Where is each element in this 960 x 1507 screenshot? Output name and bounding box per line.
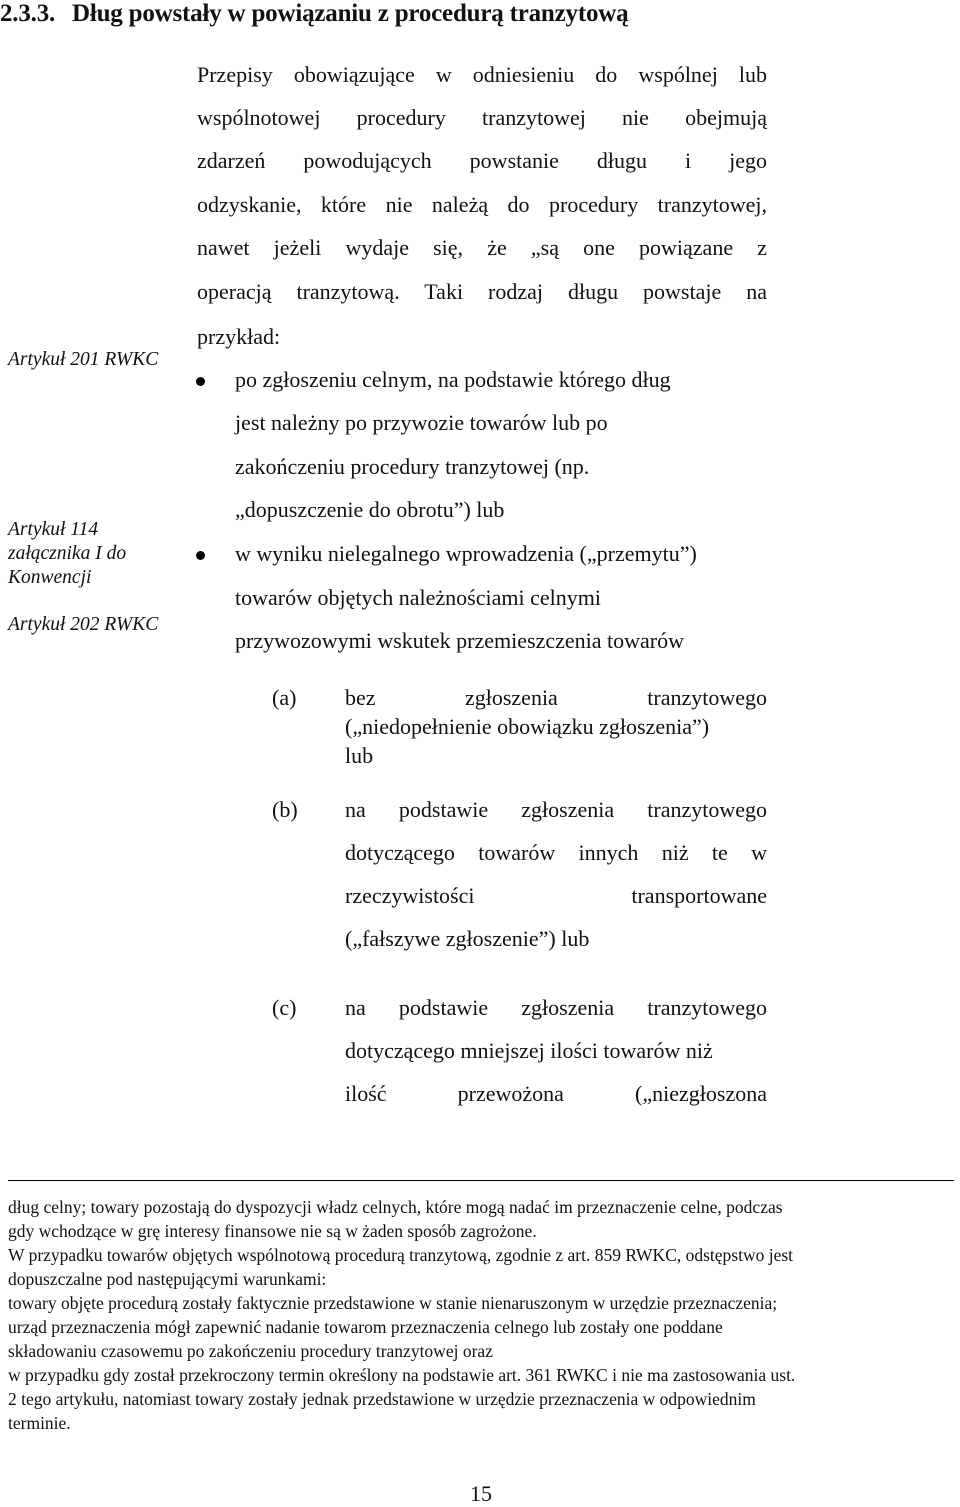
bullet-line: w wyniku nielegalnego wprowadzenia („przemytu”) bbox=[235, 541, 697, 566]
intro-line: nawet jeżeli wydaje się, że „są one powiązane z bbox=[197, 235, 767, 260]
sub-item-letter: (b) bbox=[272, 797, 298, 822]
bullet-icon bbox=[196, 551, 205, 560]
margin-note-line: Artykuł 202 RWKC bbox=[8, 614, 159, 635]
margin-note-line: Artykuł 114 bbox=[8, 519, 99, 540]
footnote-line: gdy wchodzące w grę interesy finansowe nie są w żaden sposób zagrożone. bbox=[8, 1221, 537, 1241]
footnote-line: w przypadku gdy został przekroczony termin określony na podstawie art. 361 RWKC i nie ma zastosowania ust. bbox=[8, 1365, 796, 1385]
sub-item-line: dotyczącego mniejszej ilości towarów niż bbox=[345, 1038, 713, 1063]
footnote-separator bbox=[8, 1180, 954, 1181]
page-number: 15 bbox=[470, 1481, 492, 1506]
footnote-line: dopuszczalne pod następującymi warunkami: bbox=[8, 1269, 327, 1289]
sub-item-line: lub bbox=[345, 743, 374, 768]
sub-item-line: („fałszywe zgłoszenie”) lub bbox=[345, 926, 590, 951]
bullet-line: zakończeniu procedury tranzytowej (np. bbox=[235, 454, 590, 479]
sub-item-line: rzeczywistości transportowane bbox=[345, 883, 767, 908]
margin-note-art-201 bbox=[8, 348, 158, 372]
sub-item-line: dotyczącego towarów innych niż te w bbox=[345, 840, 767, 865]
bullet-line: „dopuszczenie do obrotu”) lub bbox=[235, 497, 505, 522]
sub-item-line: („niedopełnienie obowiązku zgłoszenia”) bbox=[345, 714, 710, 739]
bullet-line: towarów objętych należnościami celnymi bbox=[235, 585, 601, 610]
footnote-line: towary objęte procedurą zostały faktycznie przedstawione w stanie nienaruszonym w urzędzie przeznaczenia; bbox=[8, 1293, 778, 1313]
margin-note-art-114 bbox=[8, 518, 126, 590]
sub-item-line: bez zgłoszenia tranzytowego bbox=[345, 685, 767, 710]
margin-note-line: Konwencji bbox=[8, 567, 92, 588]
sub-item-line: ilość przewożona („niezgłoszona bbox=[345, 1081, 767, 1106]
bullet-line: po zgłoszeniu celnym, na podstawie którego dług bbox=[235, 367, 671, 392]
intro-line: operacją tranzytową. Taki rodzaj długu powstaje na bbox=[197, 279, 767, 304]
bullet-icon bbox=[196, 377, 205, 386]
footnote-line: składowaniu czasowemu po zakończeniu procedury tranzytowej oraz bbox=[8, 1341, 493, 1361]
section-number: 2.3.3. bbox=[0, 0, 56, 27]
sub-item-line: na podstawie zgłoszenia tranzytowego bbox=[345, 995, 767, 1020]
intro-line: odzyskanie, które nie należą do procedury tranzytowej, bbox=[197, 192, 767, 217]
footnote-line: W przypadku towarów objętych wspólnotową procedurą tranzytową, zgodnie z art. 859 RWKC, odstępstwo jest bbox=[8, 1245, 794, 1265]
footnote-line: terminie. bbox=[8, 1413, 71, 1433]
footnote-line: urząd przeznaczenia mógł zapewnić nadanie towarom przeznaczenia celnego lub zostały one poddane bbox=[8, 1317, 723, 1337]
intro-line: zdarzeń powodujących powstanie długu i jego bbox=[197, 148, 767, 173]
sub-item-letter: (c) bbox=[272, 995, 297, 1020]
margin-note-line: Artykuł 201 RWKC bbox=[8, 349, 159, 370]
sub-item-letter: (a) bbox=[272, 685, 297, 710]
section-title: Dług powstały w powiązaniu z procedurą tranzytową bbox=[72, 0, 629, 27]
footnote-line: 2 tego artykułu, natomiast towary zostały jednak przedstawione w urzędzie przeznaczenia w odpowiednim bbox=[8, 1389, 756, 1409]
footnote-line: dług celny; towary pozostają do dyspozycji władz celnych, które mogą nadać im przeznaczenie celne, podczas bbox=[8, 1197, 783, 1217]
intro-line: Przepisy obowiązujące w odniesieniu do wspólnej lub bbox=[197, 62, 767, 87]
sub-item-line: na podstawie zgłoszenia tranzytowego bbox=[345, 797, 767, 822]
intro-line: wspólnotowej procedury tranzytowej nie obejmują bbox=[197, 105, 767, 130]
section-heading bbox=[0, 0, 628, 28]
bullet-line: przywozowymi wskutek przemieszczenia towarów bbox=[235, 628, 685, 653]
bullet-line: jest należny po przywozie towarów lub po bbox=[235, 410, 608, 435]
intro-line: przykład: bbox=[197, 324, 281, 349]
margin-note-line: załącznika I do bbox=[8, 543, 127, 564]
margin-note-art-202 bbox=[8, 613, 158, 637]
